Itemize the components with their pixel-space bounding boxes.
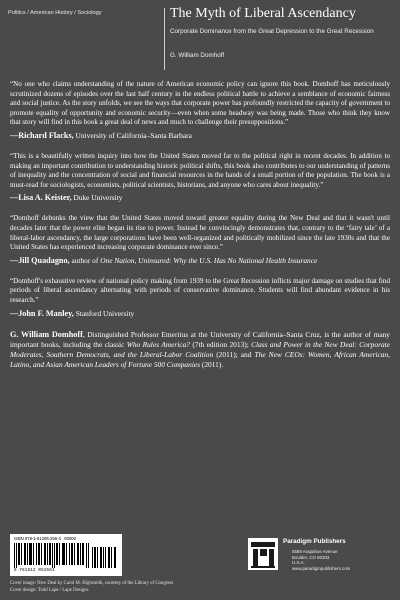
price-code: 90000 [64, 536, 76, 541]
blurb-quote: “Domhoff debunks the view that the United States moved toward greater equality during the New Deal and that it wasn't until decades later that the power elite began its rise to power. Instead he convincingly demonstrates that, contrary to the ‘fairy tale’ of a liberal-labor ascendancy, the large corporations have been well-organized and politically mobilized since the late 1930s and that the United States has experienced increasing corporate dominance ever since.” [10, 214, 390, 252]
bio-book-title: Class and Power in the New Deal: Corporate Moderates, Southern Democrats, and the Liberal-Labor Coalition [10, 339, 390, 359]
header-divider [164, 8, 165, 70]
bio-book-title: The New CEOs: Women, African American, Latino, and Asian American Leaders of Fortune 500 Companies [10, 349, 390, 369]
blurb-quote: “No one who claims understanding of the nature of American economic policy can ignore this book. Domhoff has meticulously scrutinized dozens of episodes over the last half century in the endless political battle to achieve a semblance of economic fairness and social justice. As the story unfolds, we see the ways that corporate power has profoundly restricted the capacity of government to promote equality of opportunity and economic security—even when some headway was being made. Those who think they know that story will find in this book a great deal of news and much to challenge their presuppositions.” [10, 80, 390, 127]
bio-book-title: Who Rules America? [126, 339, 190, 349]
book-author: G. William Domhoff [170, 52, 225, 59]
blurb-affiliation: Stanford University [73, 308, 135, 318]
blurb-affiliation: University of California–Santa Barbara [73, 130, 192, 140]
back-cover-text [10, 80, 390, 370]
cover-image-credit: Cover image: New Deal by Carol M. Highsmith, courtesy of the Library of Congress [10, 581, 174, 586]
publisher-website: www.paradigmpublishers.com [292, 565, 351, 571]
blurb-name: —Jill Quadagno, [10, 255, 70, 265]
bio-text: , Distinguished Professor Emeritus at the University of California–Santa Cruz, is the author of many important books, including the classic [10, 329, 390, 349]
blurb-name: —Richard Flacks, [10, 130, 74, 140]
blurb [10, 80, 390, 141]
blurb-attribution [10, 131, 390, 141]
bio-author-name: G. William Domhoff [10, 329, 83, 339]
paradigm-logo-icon [248, 538, 278, 570]
blurb [10, 277, 390, 319]
blurb-book-title: One Nation, Uninsured: Why the U.S. Has No National Health Insurance [100, 255, 318, 265]
blurb-name: —Lisa A. Keister, [10, 193, 72, 203]
blurb-affiliation: author of [69, 255, 101, 265]
book-subtitle: Corporate Dominance from the Great Depression to the Great Recession [170, 28, 374, 35]
bio-text: (2011); and [213, 349, 255, 359]
cover-design-credit: Cover design: Todd Lape / Lape Designs [10, 587, 89, 593]
blurb-attribution [10, 256, 390, 266]
blurb [10, 214, 390, 265]
isbn-label [14, 536, 76, 541]
publisher-address-line: 5589 Arapahoe Avenue [292, 549, 338, 554]
author-bio [10, 330, 390, 370]
blurb-quote: “This is a beautifully written inquiry into how the United States moved far to the political right in recent decades. In addition to making an important contribution to understanding historic political shifts, this book also contributes to our understanding of patterns of inequality and the concentration of social and financial resources in the hands of a small portion of the population. The book is a must-read for sociologists, economists, political scientists, historians, and anyone who cares about inequality.” [10, 151, 390, 189]
blurb-attribution [10, 309, 390, 319]
blurb-attribution [10, 193, 390, 203]
publisher-address-line: U.S.A. [292, 560, 305, 566]
isbn-number: ISBN 978-1-61205-256-4 [14, 536, 61, 541]
barcode-number: 9 781612 052564 [14, 569, 55, 573]
bio-text: (7th edition 2013); [189, 339, 252, 349]
isbn-barcode [10, 534, 122, 576]
blurb-name: —John F. Manley, [10, 308, 74, 318]
barcode-bars-icon [14, 543, 118, 568]
publisher-address-line: Boulder, CO 80303 [292, 554, 330, 560]
publisher-name: Paradigm Publishers [283, 538, 346, 545]
subject-categories: Politics / American History / Sociology [8, 10, 102, 16]
cover-credits [10, 581, 173, 594]
blurb-quote: “Domhoff's exhaustive review of national policy making from 1939 to the Great Recession inflicts major damage on studies that find periods of liberal ascendancy alternating with periods of conservative dominance. Students will find abundant evidence in his research.” [10, 276, 390, 304]
publisher-address [292, 549, 350, 571]
book-title: The Myth of Liberal Ascendancy [170, 6, 356, 21]
blurb-affiliation: Duke University [71, 193, 123, 203]
bio-text: (2011). [200, 359, 224, 369]
blurb [10, 152, 390, 203]
